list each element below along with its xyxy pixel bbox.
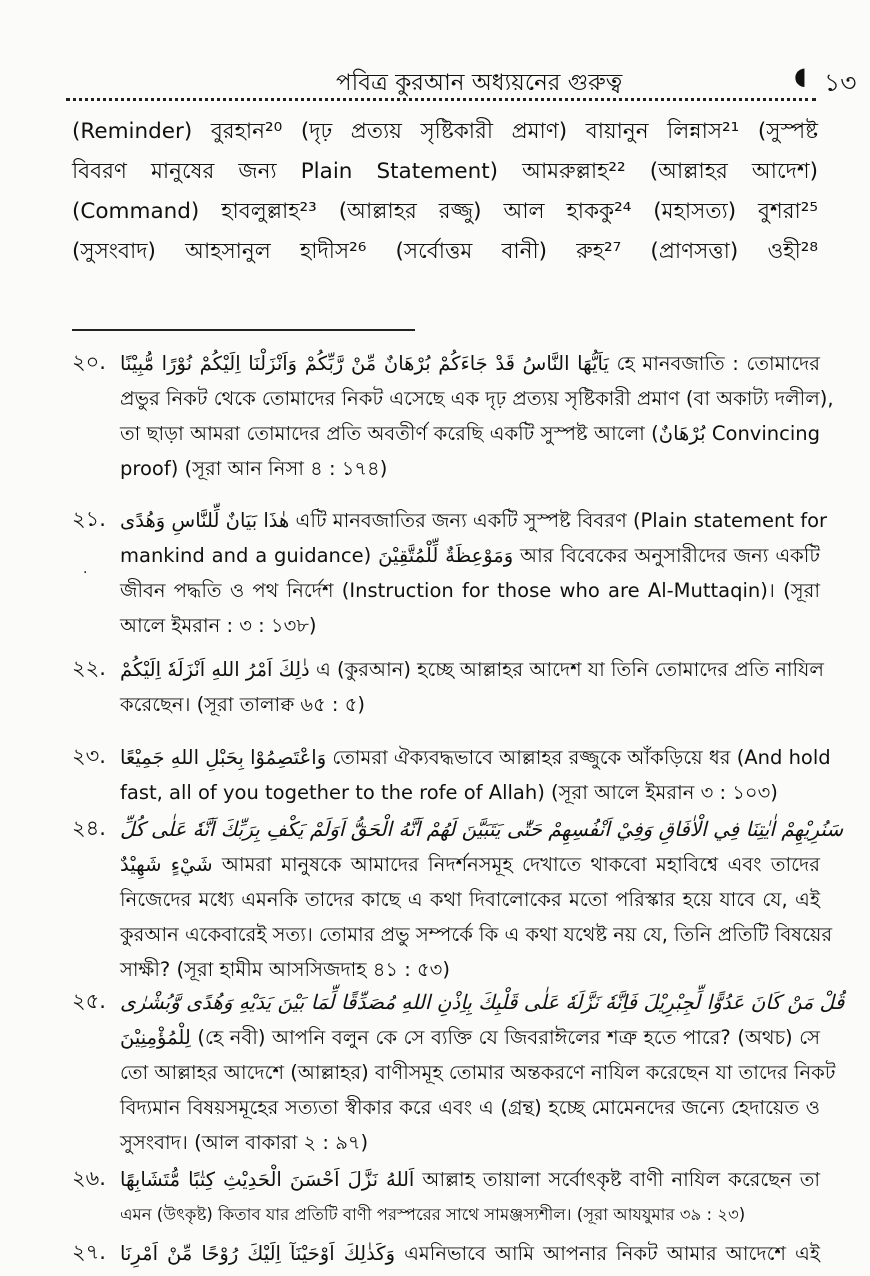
footnote-line: fast, all of you together to the rofe of Allah) (সূরা আলে ইমরান ৩ : ১০৩) xyxy=(120,781,778,804)
footnote-line: قُلْ مَنْ كَانَ عَدُوًّا لِّجِبْرِيْلَ فَاِنَّهٗ نَزَّلَهٗ عَلٰى قَلْبِكَ بِاِذْنِ اللهِ مُصَدِّقًا لِّمَا بَيْنَ يَدَيْهِ وَهُدًى وَّبُشْرٰى xyxy=(120,990,845,1014)
footnote-line: বিদ্যমান বিষয়সমূহের সত্যতা স্বীকার করে এবং এ (গ্রন্থ) হচ্ছে মোমেনদের জন্যে হেদায়েত ও xyxy=(120,1096,820,1119)
footnote-number: ২২. xyxy=(72,656,106,680)
footnote-line: জীবন পদ্ধতি ও পথ নির্দেশ (Instruction for those who are Al-Muttaqin)। (সূরা xyxy=(120,579,820,602)
footnote-line: তো আল্লাহর আদেশে (আল্লাহর) বাণীসমূহ তোমার অন্তকরণে নাযিল করেছেন যা তাদের নিকট xyxy=(120,1061,836,1084)
footnote-number: ২৪. xyxy=(72,816,106,840)
footnote-line: সুসংবাদ। (আল বাকারা ২ : ৯৭) xyxy=(120,1131,369,1154)
footnote-line: هٰذَا بَيَانٌ لِّلنَّاسِ وَهُدًى এটি মানবজাতির জন্য একটি সুস্পষ্ট বিবরণ (Plain statement for xyxy=(120,509,828,532)
footnote-line: কুরআন একেবারেই সত্য। তোমার প্রভু সম্পর্কে কি এ কথা যথেষ্ট নয় যে, তিনি প্রতিটি বিষয়ের xyxy=(120,923,833,946)
footnote-line: ذٰلِكَ اَمْرُ اللهِ اَنْزَلَهٗ اِلَيْكُمْ এ (কুরআন) হচ্ছে আল্লাহর আদেশ যা তিনি তোমাদের প্রতি নাযিল xyxy=(120,658,824,681)
footnote-number: ২৩. xyxy=(72,744,106,768)
footnote-line: سَنُرِيْهِمْ اٰيٰتِنَا فِي الْاٰفَاقِ وَفِيْ اَنْفُسِهِمْ حَتّٰى يَتَبَيَّنَ لَهُمْ اَنَّهُ الْحَقُّ اَوَلَمْ يَكْفِ بِرَبِّكَ اَنَّهٗ عَلٰى كُلِّ xyxy=(120,817,844,841)
page-number: ১৩ xyxy=(824,68,857,97)
footnote-number: ২০. xyxy=(72,350,106,374)
footnote-line: يَاَيُّهَا النَّاسُ قَدْ جَاءَكُمْ بُرْهَانٌ مِّنْ رَّبِّكُمْ وَاَنْزَلْنَا اِلَيْكُمْ نُوْرًا مُّبِيْنًا হে মানবজাতি : তোমাদের xyxy=(120,352,820,375)
footnote-separator xyxy=(72,329,415,331)
intro-line: (Reminder) বুরহান²⁰ (দৃঢ় প্রত্যয় সৃষ্টিকারী প্রমাণ) বায়ানুন লিন্নাস²¹ (সুস্পষ্ট xyxy=(72,119,818,144)
footnote-line: لِلْمُؤْمِنِيْنَ (হে নবী) আপনি বলুন কে সে ব্যক্তি যে জিবরাঈলের শত্রু হতে পারে? (অথচ) সে xyxy=(120,1026,820,1049)
footnote-line: وَكَذٰلِكَ اَوْحَيْنَآ اِلَيْكَ رُوْحًا مِّنْ اَمْرِنَا এমনিভাবে আমি আপনার নিকট আমার আদেশে এই xyxy=(120,1242,820,1265)
footnote-number: ২৬. xyxy=(72,1166,106,1190)
intro-line: বিবরণ মানুষের জন্য Plain Statement) আমরুল্লাহ²² (আল্লাহর আদেশ) xyxy=(72,159,818,184)
footnote-line: আলে ইমরান : ৩ : ১৩৮) xyxy=(120,614,317,637)
running-title: পবিত্র কুরআন অধ্যয়নের গুরুত্ব xyxy=(336,70,623,96)
footnote-line: اَللهُ نَزَّلَ اَحْسَنَ الْحَدِيْثِ كِتٰبًا مُّتَشَابِهًا আল্লাহ তায়ালা সর্বোৎকৃষ্ট বাণী নাযিল করেছেন তা xyxy=(120,1168,820,1191)
footnote-number: ২৫. xyxy=(72,989,106,1013)
footnote-number: ২১. xyxy=(72,507,106,531)
header-dotted-rule xyxy=(66,98,816,101)
footnote-line: সাক্ষী? (সূরা হামীম আসসিজদাহ ৪১ : ৫৩) xyxy=(120,958,450,981)
page-header xyxy=(66,62,857,102)
margin-dot: · xyxy=(83,565,88,581)
footnote-line: তা ছাড়া আমরা তোমাদের প্রতি অবতীর্ণ করেছি একটি সুস্পষ্ট আলো (بُرْهَانٌ Convincing xyxy=(120,422,821,445)
footnote-line: করেছেন। (সূরা তালাক্ব ৬৫ : ৫) xyxy=(120,693,365,716)
footnote-number: ২৭. xyxy=(72,1240,106,1264)
footnote-line: وَاعْتَصِمُوْا بِحَبْلِ اللهِ جَمِيْعًا তোমরা ঐক্যবদ্ধভাবে আল্লাহর রজ্জুকে আঁকড়িয়ে ধর (And hold xyxy=(120,746,831,769)
footnote-line: proof) (সূরা আন নিসা ৪ : ১৭৪) xyxy=(120,457,388,480)
footnote-line: নিজেদের মধ্যে এমনকি তাদের কাছে এ কথা দিবালোকের মতো পরিস্কার হয়ে যাবে যে, এই xyxy=(120,888,820,911)
page-marker-icon: ◖ xyxy=(794,62,809,90)
intro-line: (সুসংবাদ) আহসানুল হাদীস²⁶ (সর্বোত্তম বানী) রুহ²⁷ (প্রাণসত্তা) ওহী²⁸ xyxy=(72,239,818,264)
intro-paragraph xyxy=(72,112,818,272)
intro-line: (Command) হাবলুল্লাহ²³ (আল্লাহর রজ্জু) আল হাককু²⁴ (মহাসত্য) বুশরা²⁵ xyxy=(72,199,818,224)
footnote-line: mankind and a guidance) وَمَوْعِظَةٌ لِّلْمُتَّقِيْنَ আর বিবেকের অনুসারীদের জন্য একটি xyxy=(120,544,820,567)
footnote-line: এমন (উৎকৃষ্ট) কিতাব যার প্রতিটি বাণী পরস্পরের সাথে সামঞ্জস্যশীল। (সূরা আযযুমার ৩৯ : ২৩) xyxy=(120,1205,746,1224)
footnote-line: প্রভুর নিকট থেকে তোমাদের নিকট এসেছে এক দৃঢ় প্রত্যয় সৃষ্টিকারী প্রমাণ (বা অকাট্য দলীল), xyxy=(120,387,834,410)
footnote-line: شَيْءٍ شَهِيْدٌ আমরা মানুষকে আমাদের নিদর্শনসমূহ দেখাতে থাকবো মহাবিশ্বে এবং তাদের xyxy=(120,853,820,876)
